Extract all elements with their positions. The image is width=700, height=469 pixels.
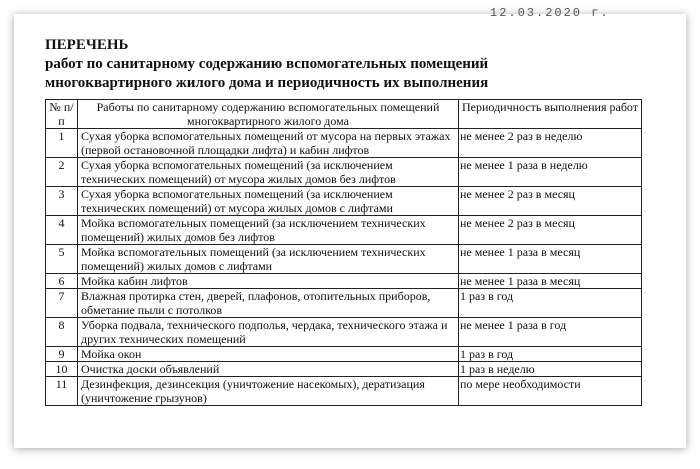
table-header-row bbox=[46, 100, 642, 129]
row-num: 7 bbox=[46, 289, 78, 318]
table-row bbox=[46, 318, 642, 347]
row-period: не менее 1 раза в неделю bbox=[459, 158, 642, 187]
row-work: Мойка кабин лифтов bbox=[78, 274, 459, 289]
row-num: 11 bbox=[46, 377, 78, 406]
row-work: Сухая уборка вспомогательных помещений (за исключением технических помещений) от мусора жилых домов с лифтами bbox=[78, 187, 459, 216]
row-period: 1 раз в год bbox=[459, 289, 642, 318]
row-num: 5 bbox=[46, 245, 78, 274]
row-work: Влажная протирка стен, дверей, плафонов, отопительных приборов, обметание пыли с потолков bbox=[78, 289, 459, 318]
row-num: 4 bbox=[46, 216, 78, 245]
row-work: Сухая уборка вспомогательных помещений (за исключением технических помещений) от мусора жилых домов без лифтов bbox=[78, 158, 459, 187]
table-row bbox=[46, 274, 642, 289]
table-row bbox=[46, 129, 642, 158]
row-work: Мойка вспомогательных помещений (за исключением технических помещений) жилых домов с лифтами bbox=[78, 245, 459, 274]
row-num: 8 bbox=[46, 318, 78, 347]
row-num: 10 bbox=[46, 362, 78, 377]
table-row bbox=[46, 216, 642, 245]
title-line: многоквартирного жилого дома и периодичность их выполнения bbox=[45, 75, 489, 91]
row-period: не менее 1 раза в месяц bbox=[459, 245, 642, 274]
row-period: не менее 2 раз в неделю bbox=[459, 129, 642, 158]
row-num: 2 bbox=[46, 158, 78, 187]
row-work: Очистка доски объявлений bbox=[78, 362, 459, 377]
works-table bbox=[45, 99, 642, 406]
table-row bbox=[46, 377, 642, 406]
table-row bbox=[46, 158, 642, 187]
row-num: 6 bbox=[46, 274, 78, 289]
row-num: 9 bbox=[46, 347, 78, 362]
title-line: работ по санитарному содержанию вспомогательных помещений bbox=[45, 56, 489, 72]
table-row bbox=[46, 347, 642, 362]
table-row bbox=[46, 362, 642, 377]
row-period: 1 раз в год bbox=[459, 347, 642, 362]
row-num: 1 bbox=[46, 129, 78, 158]
document-sheet bbox=[45, 36, 655, 406]
row-work: Мойка окон bbox=[78, 347, 459, 362]
row-period: не менее 1 раза в месяц bbox=[459, 274, 642, 289]
row-num: 3 bbox=[46, 187, 78, 216]
header-period: Периодичность выполнения работ bbox=[459, 100, 642, 129]
table-row bbox=[46, 245, 642, 274]
row-work: Уборка подвала, технического подполья, чердака, технического этажа и других технических помещений bbox=[78, 318, 459, 347]
title-line: ПЕРЕЧЕНЬ bbox=[45, 37, 129, 53]
row-period: по мере необходимости bbox=[459, 377, 642, 406]
row-work: Сухая уборка вспомогательных помещений от мусора на первых этажах (первой остановочной площадки лифта) и кабин лифтов bbox=[78, 129, 459, 158]
row-period: не менее 2 раз в месяц bbox=[459, 187, 642, 216]
row-period: не менее 1 раза в год bbox=[459, 318, 642, 347]
document-title bbox=[45, 36, 655, 93]
date-stamp: 12.03.2020 г. bbox=[490, 6, 610, 20]
table-row bbox=[46, 289, 642, 318]
row-work: Дезинфекция, дезинсекция (уничтожение насекомых), дератизация (уничтожение грызунов) bbox=[78, 377, 459, 406]
header-work: Работы по санитарному содержанию вспомогательных помещений многоквартирного жилого дома bbox=[78, 100, 459, 129]
row-work: Мойка вспомогательных помещений (за исключением технических помещений) жилых домов без лифтов bbox=[78, 216, 459, 245]
table-row bbox=[46, 187, 642, 216]
row-period: не менее 2 раз в месяц bbox=[459, 216, 642, 245]
row-period: 1 раз в неделю bbox=[459, 362, 642, 377]
header-num: № п/п bbox=[46, 100, 78, 129]
